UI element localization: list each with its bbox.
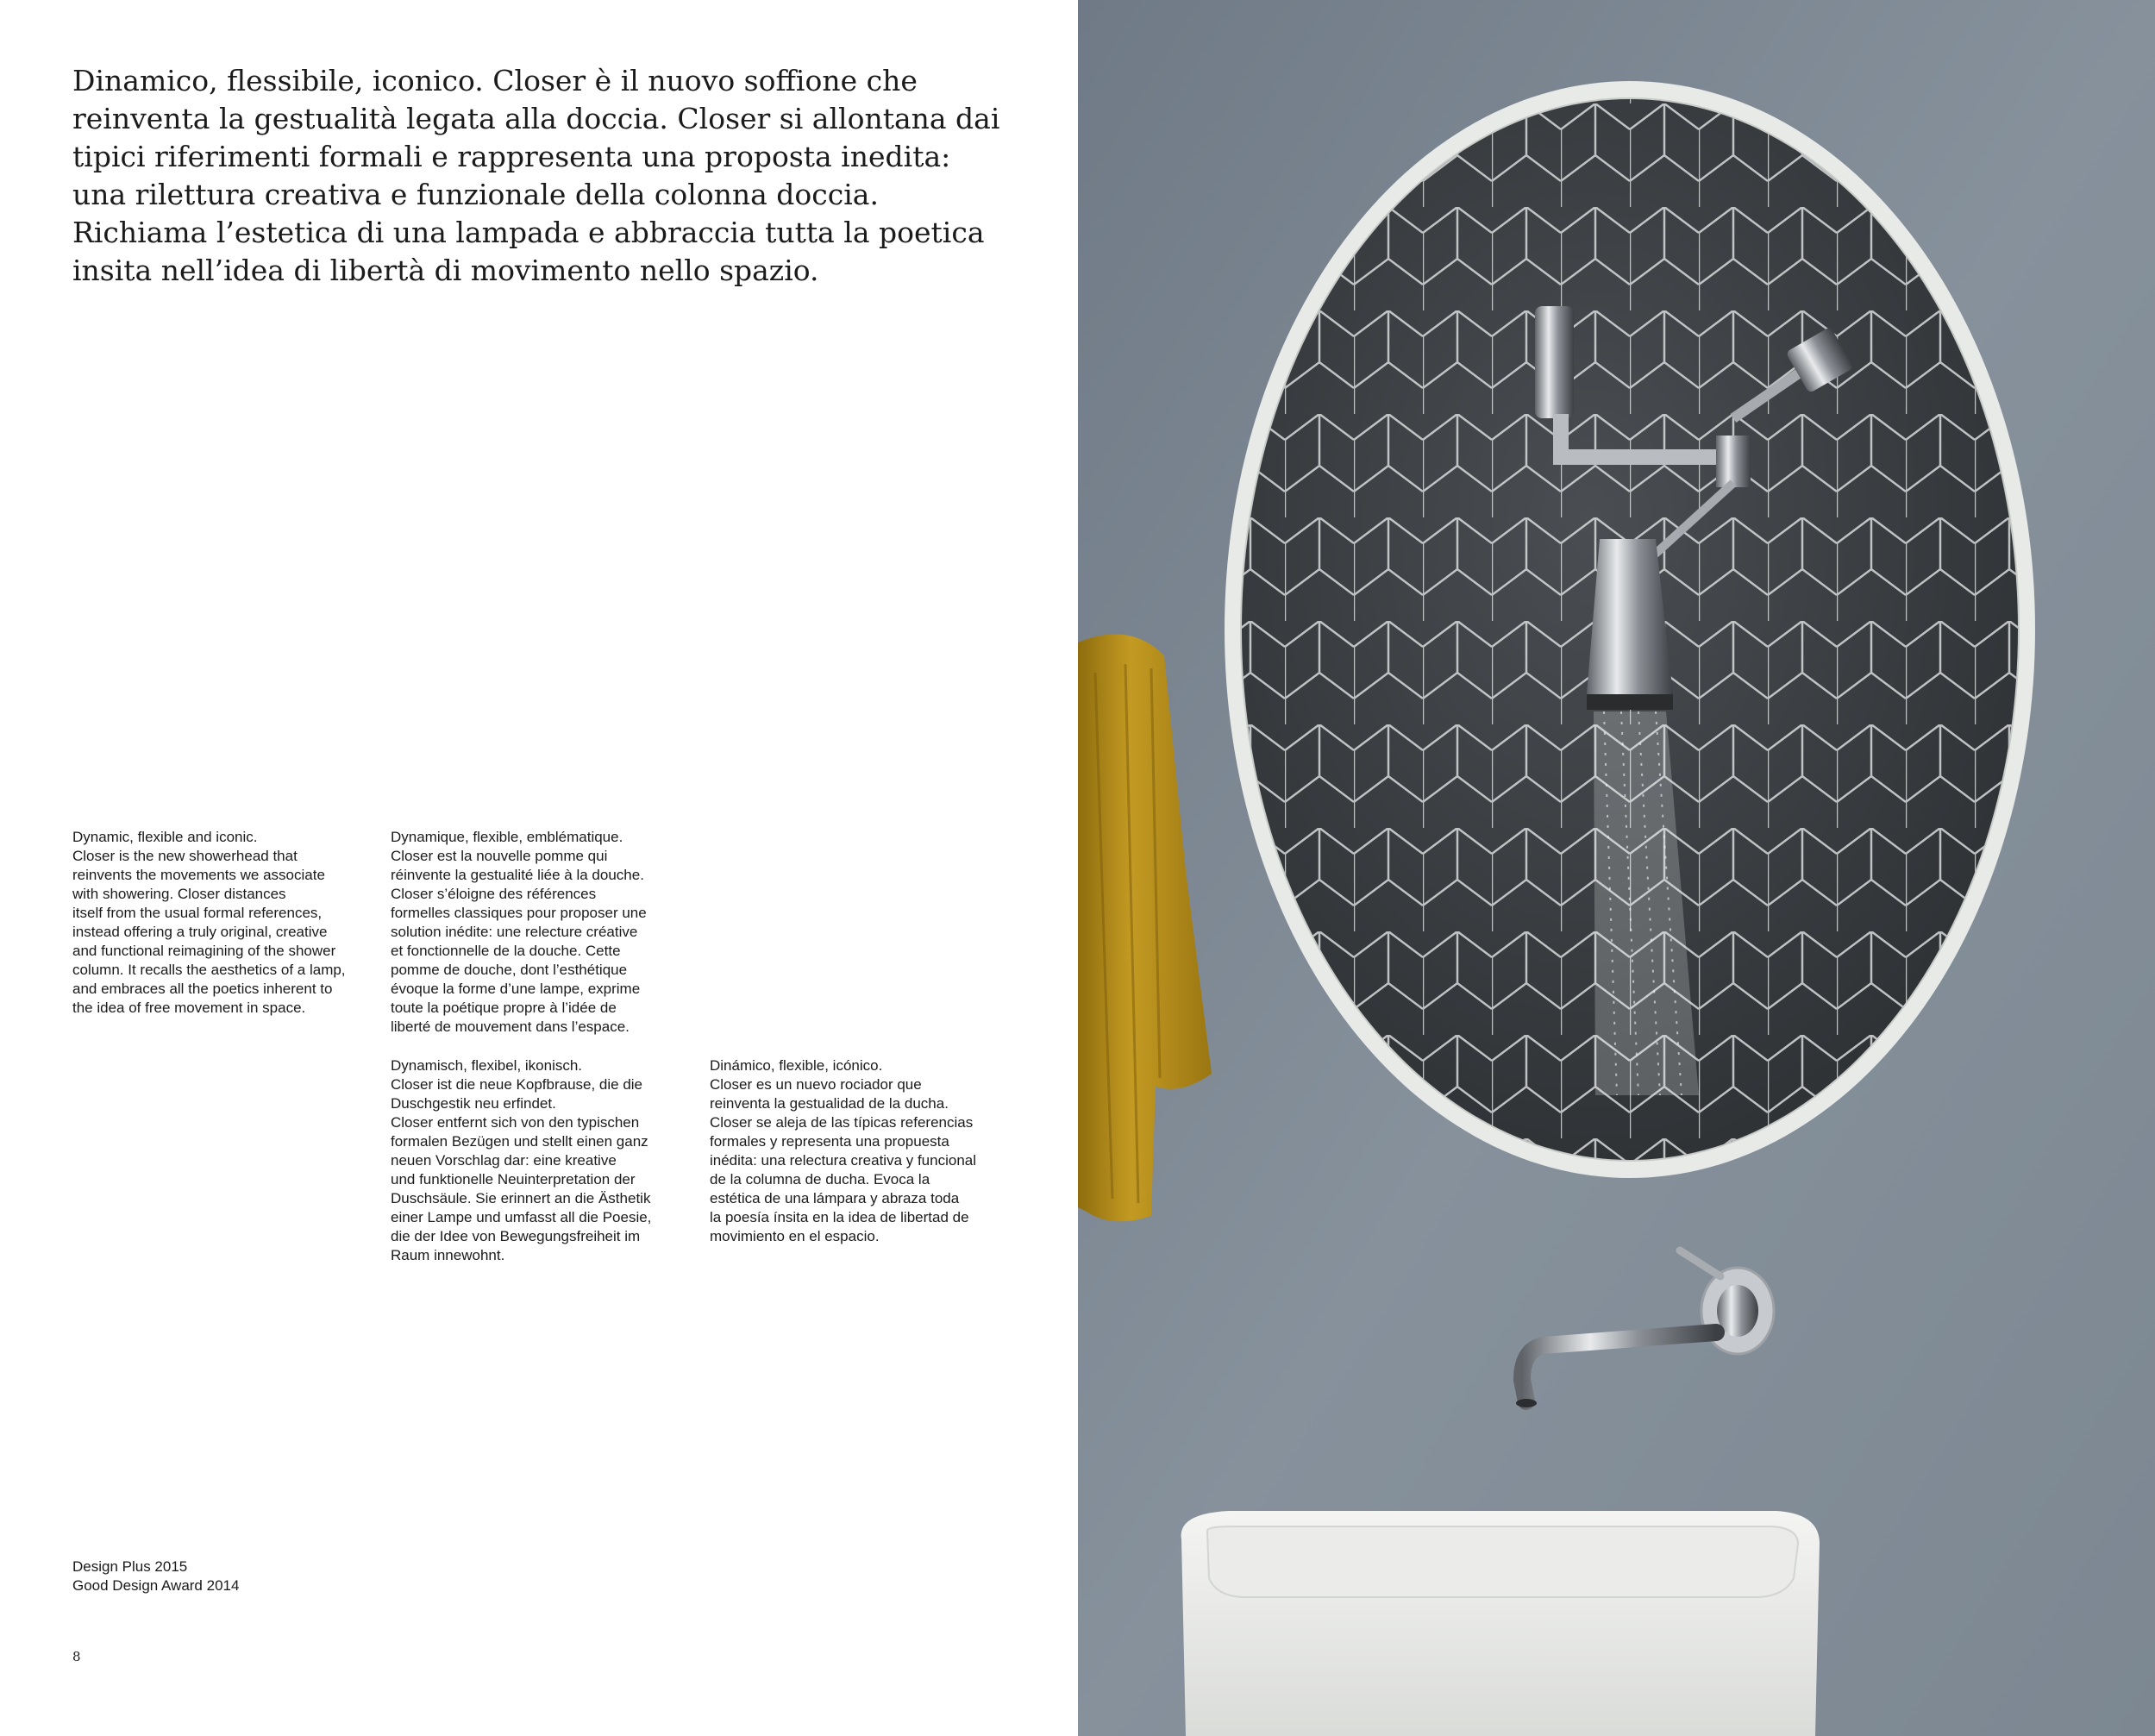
text-line: Duschsäule. Sie erinnert an die Ästhetik bbox=[391, 1190, 651, 1206]
text-line: pomme de douche, dont l’esthétique bbox=[391, 962, 628, 978]
text-line: Dinámico, flexible, icónico. bbox=[710, 1057, 883, 1074]
text-line: and embraces all the poetics inherent to bbox=[72, 981, 333, 997]
intro-line: reinventa la gestualità legata alla doccia. Closer si allontana dai bbox=[72, 102, 1000, 135]
bathroom-photo bbox=[1078, 0, 2155, 1736]
text-line: formales y representa una propuesta bbox=[710, 1133, 949, 1150]
text-line: la poesía ínsita en la idea de libertad de bbox=[710, 1209, 969, 1225]
text-line: inédita: una relectura creativa y funcional bbox=[710, 1152, 977, 1169]
text-line: movimiento en el espacio. bbox=[710, 1228, 880, 1244]
text-line: réinvente la gestualité liée à la douche. bbox=[391, 867, 644, 883]
text-line: einer Lampe und umfasst all die Poesie, bbox=[391, 1209, 652, 1225]
text-line: Dynamisch, flexibel, ikonisch. bbox=[391, 1057, 583, 1074]
text-line: formelles classiques pour proposer une bbox=[391, 905, 647, 921]
text-line: reinventa la gestualidad de la ducha. bbox=[710, 1095, 949, 1112]
german-description bbox=[391, 1056, 684, 1265]
text-line: Closer ist die neue Kopfbrause, die die bbox=[391, 1076, 643, 1093]
text-line: Closer es un nuevo rociador que bbox=[710, 1076, 922, 1093]
text-line: und funktionelle Neuinterpretation der bbox=[391, 1171, 636, 1188]
spanish-description bbox=[710, 1056, 1003, 1246]
award-good-design: Good Design Award 2014 bbox=[72, 1577, 240, 1594]
text-line: Closer is the new showerhead that bbox=[72, 848, 298, 864]
text-line: Closer entfernt sich von den typischen bbox=[391, 1114, 640, 1131]
text-line: Raum innewohnt. bbox=[391, 1247, 505, 1263]
text-line: et fonctionnelle de la douche. Cette bbox=[391, 943, 621, 959]
text-line: itself from the usual formal references, bbox=[72, 905, 323, 921]
intro-line: tipici riferimenti formali e rappresenta una proposta inedita: bbox=[72, 140, 951, 173]
text-line: solution inédite: une relecture créative bbox=[391, 924, 638, 940]
text-line: formalen Bezügen und stellt einen ganz bbox=[391, 1133, 648, 1150]
text-line: and functional reimagining of the shower bbox=[72, 943, 336, 959]
text-line: column. It recalls the aesthetics of a lamp, bbox=[72, 962, 346, 978]
text-line: Closer s’éloigne des références bbox=[391, 886, 597, 902]
page-number: 8 bbox=[72, 1649, 81, 1664]
awards-list bbox=[72, 1557, 239, 1595]
text-line: Dynamique, flexible, emblématique. bbox=[391, 829, 623, 845]
white-sink bbox=[1181, 1511, 1820, 1736]
intro-line: Dinamico, flessibile, iconico. Closer è il nuovo soffione che bbox=[72, 64, 918, 97]
text-line: de la columna de ducha. Evoca la bbox=[710, 1171, 930, 1188]
text-line: with showering. Closer distances bbox=[72, 886, 286, 902]
text-line: die der Idee von Bewegungsfreiheit im bbox=[391, 1228, 641, 1244]
text-line: toute la poétique propre à l’idée de bbox=[391, 1000, 617, 1016]
text-line: neuen Vorschlag dar: eine kreative bbox=[391, 1152, 617, 1169]
english-description bbox=[72, 828, 366, 1018]
text-line: Dynamic, flexible and iconic. bbox=[72, 829, 258, 845]
text-line: Duschgestik neu erfindet. bbox=[391, 1095, 556, 1112]
intro-line: insita nell’idea di libertà di movimento nello spazio. bbox=[72, 254, 819, 287]
round-mirror bbox=[1225, 81, 2035, 1178]
french-description bbox=[391, 828, 684, 1037]
text-line: reinvents the movements we associate bbox=[72, 867, 325, 883]
text-line: évoque la forme d’une lampe, exprime bbox=[391, 981, 641, 997]
intro-paragraph-italian bbox=[72, 62, 1004, 290]
text-line: the idea of free movement in space. bbox=[72, 1000, 306, 1016]
text-line: Closer se aleja de las típicas referencias bbox=[710, 1114, 974, 1131]
text-line: estética de una lámpara y abraza toda bbox=[710, 1190, 960, 1206]
intro-line: una rilettura creativa e funzionale della colonna doccia. bbox=[72, 178, 879, 211]
intro-line: Richiama l’estetica di una lampada e abbraccia tutta la poetica bbox=[72, 216, 985, 249]
bathroom-scene-illustration bbox=[1078, 0, 2155, 1736]
text-line: liberté de mouvement dans l’espace. bbox=[391, 1018, 630, 1035]
text-line: instead offering a truly original, creative bbox=[72, 924, 328, 940]
text-line: Closer est la nouvelle pomme qui bbox=[391, 848, 608, 864]
award-design-plus: Design Plus 2015 bbox=[72, 1558, 188, 1575]
